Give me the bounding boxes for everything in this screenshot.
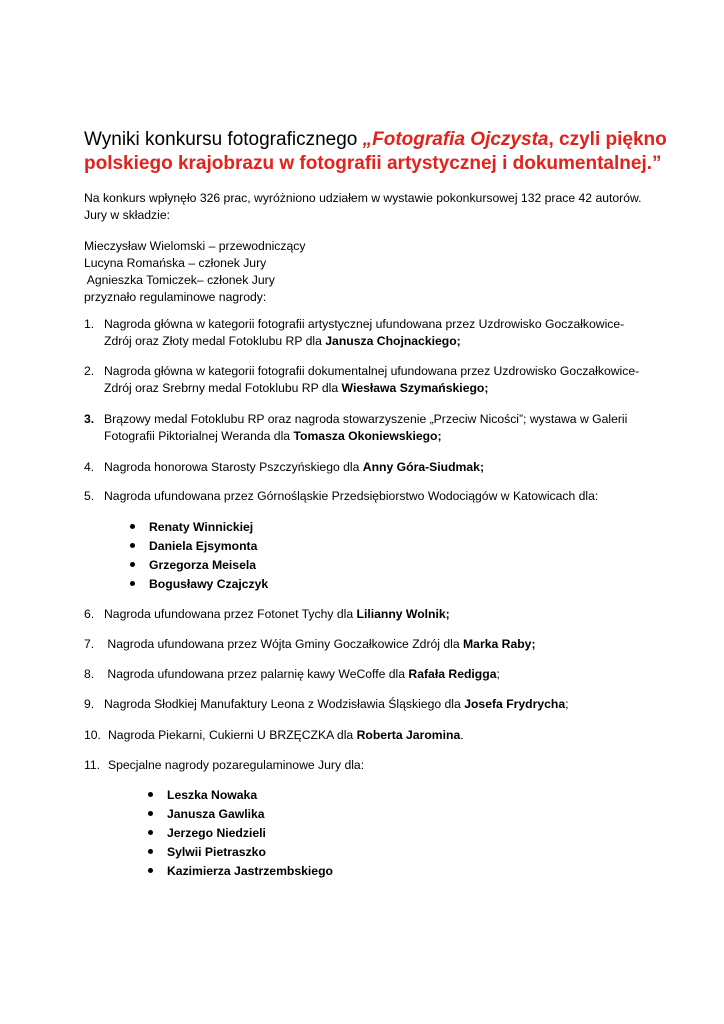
item-number: 9. (84, 697, 95, 711)
item-winner: Tomasza Okoniewskiego; (293, 429, 442, 443)
item-text: Nagroda ufundowana przez Wójta Gminy Goczałkowice Zdrój dla (104, 637, 464, 651)
list-item (84, 488, 644, 505)
bullet-text: Jerzego Niedzieli (167, 826, 266, 840)
bullet-icon (148, 830, 153, 835)
jury-awarded: przyznało regulaminowe nagrody: (84, 290, 267, 304)
bullet-icon (130, 581, 135, 586)
item-number: 11. (84, 758, 101, 772)
item-text: Nagroda Słodkiej Manufaktury Leona z Wodzisławia Śląskiego dla (104, 697, 465, 711)
bullet-item (148, 787, 257, 804)
item-text: Nagroda ufundowana przez Fotonet Tychy dla (104, 607, 357, 621)
item-winner: Rafała Redigga (408, 667, 497, 681)
bullet-item (130, 557, 256, 574)
list-item (84, 411, 644, 445)
bullet-text: Sylwii Pietraszko (167, 845, 266, 859)
bullet-item (148, 825, 266, 842)
bullet-icon (148, 868, 153, 873)
item-number: 5. (84, 489, 95, 503)
bullet-text: Kazimierza Jastrzembskiego (167, 864, 333, 878)
item-text: Nagroda główna w kategorii fotografii artystycznej ufundowana przez Uzdrowisko Goczałkowice-Zdrój oraz Złoty medal Fotoklubu RP dla (104, 317, 625, 348)
item-winner: Wiesława Szymańskiego; (341, 381, 489, 395)
list-item (84, 696, 644, 713)
title-lead: Wyniki konkursu fotograficznego (84, 129, 363, 150)
bullet-item (148, 806, 265, 823)
bullet-item (130, 576, 268, 593)
item-winner: Roberta Jaromina (356, 728, 461, 742)
item-text: Specjalne nagrody pozaregulaminowe Jury dla: (108, 758, 365, 772)
item-number: 4. (84, 460, 95, 474)
list-item (84, 666, 644, 683)
list-item (84, 459, 644, 476)
item-winner: Josefa Frydrycha (464, 697, 566, 711)
item-winner: Marka Raby; (463, 637, 536, 651)
bullet-text: Grzegorza Meisela (149, 558, 257, 572)
item-number: 3. (84, 412, 95, 426)
bullet-icon (148, 811, 153, 816)
item-winner: Lilianny Wolnik; (356, 607, 450, 621)
item-winner: Anny Góra-Siudmak; (362, 460, 485, 474)
title-contest-name: „Fotografia Ojczysta (362, 129, 549, 150)
item-number: 7. (84, 637, 95, 651)
item-text: Nagroda główna w kategorii fotografii dokumentalnej ufundowana przez Uzdrowisko Goczałkowice-Zdrój oraz Srebrny medal Fotoklubu RP dla (104, 364, 640, 395)
item-text: Nagroda ufundowana przez Górnośląskie Przedsiębiorstwo Wodociągów w Katowicach dla: (104, 489, 599, 503)
bullet-item (130, 538, 257, 555)
bullet-icon (148, 792, 153, 797)
item-text: Nagroda honorowa Starosty Pszczyńskiego dla (104, 460, 363, 474)
item-number: 6. (84, 607, 95, 621)
list-item (84, 316, 644, 350)
bullet-item (148, 844, 266, 861)
intro-line-2: Jury w składzie: (84, 208, 171, 222)
jury-member-2: Agnieszka Tomiczek– członek Jury (84, 273, 275, 287)
item-text: Nagroda Piekarni, Cukierni U BRZĘCZKA dla (108, 728, 357, 742)
jury-member-1: Lucyna Romańska – członek Jury (84, 256, 267, 270)
item-text: Nagroda ufundowana przez palarnię kawy WeCoffe dla (104, 667, 409, 681)
document-title (84, 128, 684, 176)
list-item (84, 606, 644, 623)
list-item (84, 636, 644, 653)
list-item (84, 757, 644, 774)
bullet-icon (130, 543, 135, 548)
item-punct: . (460, 728, 464, 742)
bullet-text: Renaty Winnickiej (149, 520, 254, 534)
bullet-icon (130, 562, 135, 567)
item-punct: ; (565, 697, 569, 711)
intro-line-1: Na konkurs wpłynęło 326 prac, wyróżniono udziałem w wystawie pokonkursowej 132 prace 42 autorów. (84, 191, 642, 205)
bullet-icon (148, 849, 153, 854)
item-punct: ; (496, 667, 500, 681)
title-rest: , czyli piękno polskiego krajobrazu w fotografii artystycznej i dokumentalnej.” (84, 129, 667, 174)
list-item (84, 727, 644, 744)
list-item (84, 363, 644, 397)
bullet-icon (130, 524, 135, 529)
item-text: Brązowy medal Fotoklubu RP oraz nagroda stowarzyszenie „Przeciw Nicości”; wystawa w Galerii Fotografii Piktorialnej Weranda dla (104, 412, 628, 443)
bullet-text: Daniela Ejsymonta (149, 539, 258, 553)
bullet-text: Bogusławy Czajczyk (149, 577, 269, 591)
bullet-item (130, 519, 253, 536)
item-number: 8. (84, 667, 95, 681)
item-winner: Janusza Chojnackiego; (325, 334, 461, 348)
bullet-text: Janusza Gawlika (167, 807, 265, 821)
item-number: 1. (84, 317, 95, 331)
item-number: 10. (84, 728, 101, 742)
bullet-text: Leszka Nowaka (167, 788, 258, 802)
jury-chair: Mieczysław Wielomski – przewodniczący (84, 239, 306, 253)
bullet-item (148, 863, 333, 880)
item-number: 2. (84, 364, 95, 378)
